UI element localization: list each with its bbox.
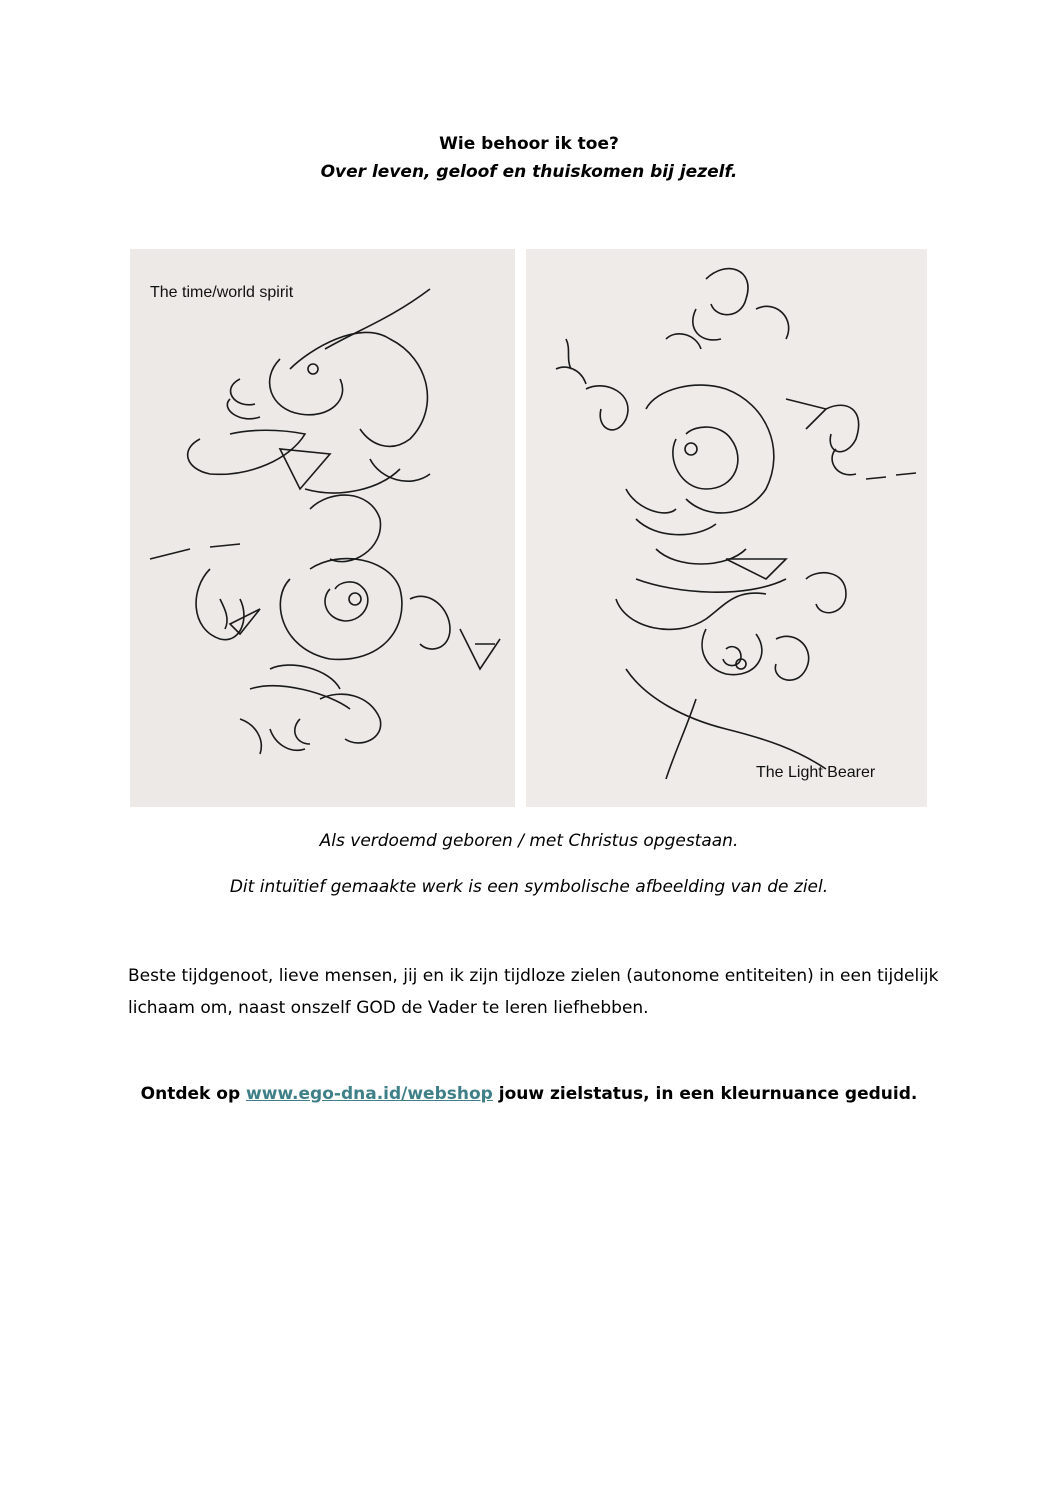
webshop-link[interactable]: www.ego-dna.id/webshop (246, 1084, 493, 1104)
drawing-right (526, 249, 927, 807)
artwork-label-right: The Light Bearer (756, 764, 876, 781)
artwork-label-left: The time/world spirit (150, 284, 294, 301)
artwork-light-bearer (526, 249, 927, 807)
caption-line-1: Als verdoemd geboren / met Christus opgestaan. (319, 831, 739, 851)
artwork-time-world-spirit (130, 249, 515, 807)
cta-prefix: Ontdek op (140, 1084, 247, 1104)
body-paragraph: Beste tijdgenoot, lieve mensen, jij en ik zijn tijdloze zielen (autonome entiteiten) in een tijdelijk lichaam om, naast onszelf GOD de Vader te leren liefhebben. (128, 966, 939, 1018)
drawing-left (130, 249, 515, 807)
document-subtitle: Over leven, geloof en thuiskomen bij jezelf. (320, 162, 738, 182)
cta-suffix: jouw zielstatus, in een kleurnuance geduid. (492, 1084, 918, 1104)
cta-line (0, 1080, 1058, 1108)
document-title: Wie behoor ik toe? (439, 134, 619, 154)
caption-line-2: Dit intuïtief gemaakte werk is een symbolische afbeelding van de ziel. (229, 877, 829, 897)
